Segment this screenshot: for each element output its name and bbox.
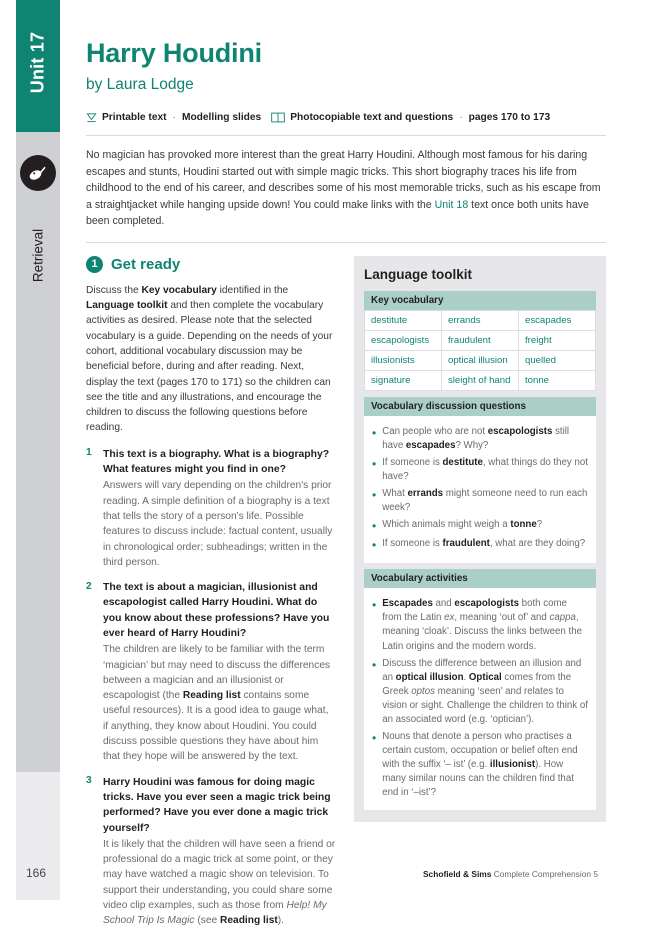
intro-text-part2: text once both units have been completed. (86, 198, 589, 228)
list-item (372, 537, 588, 553)
reading-list-ref: Reading list (182, 690, 241, 702)
discussion-text (382, 487, 588, 515)
latin-term: cappa (549, 612, 576, 624)
section-number-badge: 1 (86, 256, 103, 273)
bullet-icon: • (372, 487, 377, 502)
question-answer (103, 642, 336, 764)
vocab-highlight: optical illusion (395, 671, 464, 683)
text-d: comes from the Greek (382, 671, 572, 697)
open-book-icon (271, 112, 285, 123)
question-answer (103, 837, 336, 929)
list-item (372, 597, 588, 653)
bullet-icon: • (372, 425, 377, 440)
activity-text (382, 730, 588, 800)
bullet-icon: • (372, 598, 377, 613)
answer-part-a: The children are likely to be familiar with the term ‘magician’ but may need to discuss the differences between a magician and an illusionist or escapologist (the (103, 644, 331, 702)
unit-label: Unit 17 (27, 31, 48, 94)
toolkit-title: Language toolkit (364, 266, 472, 282)
answer-part-a: It is likely that the children will have seen a friend or professional do a magic trick at some point, or they may have watched a magic show on television. To support their understanding, you could share some video clip examples, such as those from (103, 838, 336, 912)
vocab-cell: errands (442, 310, 519, 330)
photocopiable-label: Photocopiable text and questions (290, 112, 454, 123)
latin-term: ex (444, 612, 455, 624)
intro-paragraph (86, 147, 606, 230)
key-vocabulary-band: Key vocabulary (364, 291, 596, 310)
list-item (372, 657, 588, 727)
text-e: meaning ‘seen’ and relates to vision or sight. Challenge the children to think of an associated word (e.g. ‘optician’). (382, 685, 588, 725)
text-c: still have (382, 425, 570, 451)
question-body (103, 447, 336, 570)
list-item (372, 730, 588, 800)
vocab-cell: signature (365, 370, 442, 390)
table-row (365, 370, 596, 390)
vocabulary-activities-band: Vocabulary activities (364, 569, 596, 588)
discussion-text (382, 518, 542, 534)
strand-label: Retrieval (30, 228, 46, 283)
table-row (365, 310, 596, 330)
get-ready-intro-d: and then complete the vocabulary activities as desired. Please note that the selected vocabulary is a guide. Depending on the needs of your cohort, additional vocabulary discussion may be beneficial before, during and after reading. Next, display the text (pages 170 to 171) so the children can see the title and any illustrations, and encourage the children to discuss the following questions before reading. (86, 300, 333, 434)
text-c: ? (536, 518, 543, 530)
bullet-icon: • (372, 657, 377, 672)
text-c: , what things do they not have? (382, 456, 588, 482)
two-column-layout (86, 256, 606, 939)
vocab-highlight: escapologists (487, 425, 553, 437)
list-item (372, 487, 588, 515)
vocab-highlight: tonne (510, 518, 537, 530)
section-title: Get ready (111, 255, 181, 273)
vocab-cell: sleight of hand (442, 370, 519, 390)
text-c: might someone need to run each week? (382, 487, 588, 513)
imprint-title: Complete Comprehension 5 (491, 869, 598, 879)
printable-text-label: Printable text (102, 112, 167, 123)
table-row (365, 330, 596, 350)
rail-footer-block (16, 772, 60, 900)
question-prompt: Harry Houdini was famous for doing magic tricks. Have you ever seen a magic trick being performed? Have you ever done a magic trick yourself? (103, 776, 331, 834)
key-vocabulary-ref: Key vocabulary (141, 284, 217, 296)
text-a: What (382, 487, 408, 499)
bullet-icon: • (372, 730, 377, 745)
greek-term: optos (411, 685, 435, 697)
unit-18-link[interactable]: Unit 18 (434, 198, 469, 211)
meta-separator-2: · (459, 112, 463, 123)
question-prompt: The text is about a magician, illusionist and escapologist called Harry Houdini. What do you know about these professions? Have you ever heard of Harry Houdini? (103, 582, 330, 639)
bullet-icon: • (372, 456, 377, 471)
text-d: ? Why? (455, 439, 489, 451)
vocab-highlight: errands (407, 487, 444, 499)
retrieval-badge-icon (20, 155, 56, 191)
intro-text-part1: No magician has provoked more interest than the great Harry Houdini. Although most famous for his daring escapes and stunts, Houdini started out with simple magic tricks. This short biography traces his life from childhood to the end of his career, and describes some of his most memorable tricks, such as his escape from a straightjacket while hanging upside down! You could make links with the (86, 149, 601, 211)
question-list (86, 447, 336, 929)
text-a: If someone is (382, 456, 443, 468)
list-item (372, 425, 588, 453)
vocab-cell: destitute (365, 310, 442, 330)
discussion-questions-band: Vocabulary discussion questions (364, 397, 596, 416)
get-ready-column (86, 256, 336, 939)
discussion-text (382, 456, 588, 484)
bullet-icon: • (372, 538, 377, 553)
page-content (86, 0, 606, 939)
language-toolkit-panel (354, 256, 606, 823)
question-number: 2 (86, 580, 92, 592)
vocab-cell: fraudulent (442, 330, 519, 350)
pages-label: pages 170 to 173 (468, 112, 551, 123)
divider-top (86, 135, 606, 136)
discussion-text (382, 425, 588, 453)
page-number: 166 (26, 866, 47, 880)
get-ready-intro-a: Discuss the (86, 284, 142, 296)
text-c: , what are they doing? (489, 538, 586, 550)
vocab-cell: quelled (519, 350, 596, 370)
table-row (365, 350, 596, 370)
text-a: Discuss the difference between an illusion and an (382, 657, 582, 683)
question-item (86, 447, 336, 570)
author-byline: by Laura Lodge (86, 76, 194, 93)
vocab-highlight: Escapades (382, 598, 433, 610)
vocab-cell: tonne (519, 370, 596, 390)
text-d: , meaning ‘out of’ and (454, 612, 550, 624)
get-ready-intro (86, 283, 336, 436)
vocab-highlight: Optical (468, 671, 502, 683)
list-item (372, 518, 588, 534)
imprint-brand: Schofield & Sims (422, 869, 492, 879)
text-c: ). How many similar nouns can the children find that end in ‘–ist’? (382, 759, 574, 799)
get-ready-heading (86, 256, 336, 273)
answer-part-b: contains some useful resources). It is a good idea to gauge what, if anything, they know about Houdini. You could discuss possible questions they have about him that they hope will be answered by the text. (103, 690, 329, 763)
vocabulary-activities-list (364, 588, 596, 810)
imprint (423, 869, 598, 879)
download-printable-icon (86, 112, 97, 123)
vocab-highlight: illusionist (489, 759, 536, 771)
text-a: If someone is (382, 538, 443, 550)
reading-list-ref: Reading list (220, 915, 278, 927)
language-toolkit-column (354, 256, 606, 823)
book-title-ref: Help! My School Trip Is Magic (103, 900, 327, 927)
activity-text (382, 597, 588, 653)
discussion-text (382, 537, 585, 553)
activity-text (382, 657, 588, 727)
vocab-cell: optical illusion (442, 350, 519, 370)
vocab-cell: illusionists (365, 350, 442, 370)
answer-part-c: ). (277, 915, 284, 927)
vocab-cell: freight (519, 330, 596, 350)
vocab-cell: escapologists (365, 330, 442, 350)
modelling-slides-label: Modelling slides (181, 112, 262, 123)
list-item (372, 456, 588, 484)
text-a: Can people who are not (382, 425, 488, 437)
language-toolkit-ref: Language toolkit (86, 300, 168, 312)
text-a: Nouns that denote a person who practises a certain custom, occupation or belief often end with the suffix ‘– ist’ (e.g. (382, 730, 578, 771)
discussion-questions-list (364, 416, 596, 564)
question-number: 1 (86, 447, 92, 459)
bullet-icon: • (372, 518, 377, 533)
question-prompt: This text is a biography. What is a biography? What features might you find in one? (103, 448, 330, 476)
meta-separator-1: · (172, 112, 176, 123)
question-item (86, 775, 336, 929)
question-body (103, 775, 336, 929)
vocab-cell: escapades (519, 310, 596, 330)
question-answer: Answers will vary depending on the children's prior reading. A simple definition of a biography is a text that tells the story of a person's life. Possible features to discuss include: factual content, usually in chronological order; subheadings; written in the third person. (103, 480, 333, 568)
question-item (86, 580, 336, 765)
question-body (103, 580, 336, 765)
question-number: 3 (86, 775, 92, 787)
unit-tab (16, 0, 60, 132)
divider-bottom (86, 242, 606, 243)
text-a: Which animals might weigh a (382, 518, 511, 530)
get-ready-intro-c: identified in the (216, 284, 289, 296)
answer-part-b: (see (194, 915, 221, 927)
vocab-highlight: escapades (405, 439, 456, 451)
key-vocabulary-table (364, 310, 596, 391)
text-c: . (463, 671, 469, 683)
text-c: both come from the Latin (382, 598, 567, 624)
text-e: , meaning ‘cloak’. Discuss the links between the Latin origins and the modern words. (382, 612, 582, 652)
left-rail (0, 0, 70, 900)
strand-label-wrap (16, 196, 60, 316)
text-a: and (432, 598, 455, 610)
vocab-highlight: destitute (442, 456, 483, 468)
vocab-highlight: escapologists (454, 598, 519, 610)
vocab-highlight: fraudulent (442, 538, 490, 550)
resource-meta-row (86, 112, 606, 123)
page-title: Harry Houdini (86, 38, 262, 68)
